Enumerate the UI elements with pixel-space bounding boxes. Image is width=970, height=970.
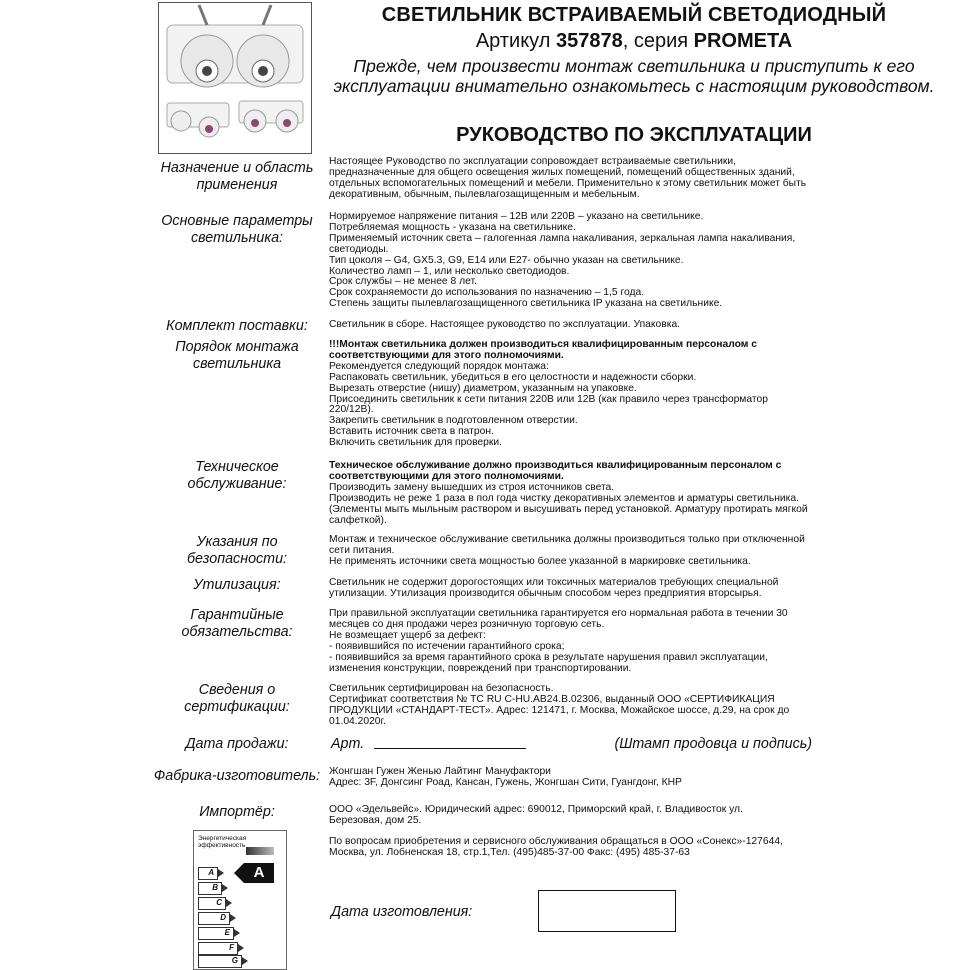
energy-class-bar: D [198, 912, 230, 925]
service-text [329, 461, 814, 526]
params-line: Тип цоколя – G4, GX5.3, G9, E14 или E27- обычно указан на светильнике. [329, 254, 684, 266]
params-label: Основные параметры светильника: [161, 213, 313, 246]
article-mid: , серия [622, 30, 694, 52]
disposal-label: Утилизация: [193, 577, 281, 593]
certification-line: Сертификат соответствия № ТС RU C-HU.АВ24.В.02306, выданный ООО «СЕРТИФИКАЦИЯ ПРОДУКЦИИ «СТАНДАРТ-ТЕСТ». Адрес: 121471, г. Москва, Можайское шоссе, д.29, на срок до 01.04.2020г. [329, 693, 790, 727]
safety-line: Не применять источники света мощностью более указанной в маркировке светильника. [329, 555, 751, 567]
mounting-line: Вырезать отверстие (нишу) диаметром, указанным на упаковке. [329, 382, 637, 394]
params-line: Срок сохраняемости до использования по назначению – 1,5 года. [329, 287, 645, 299]
service-line: Производить не реже 1 раза в пол года чистку декоративных элементов и арматуры светильника. (Элементы мыть мыльным раствором и высушивать перед установкой. Арматуру протирать мягкой салфеткой). [329, 492, 808, 526]
energy-class-bar: B [198, 882, 222, 895]
mounting-line: Вставить источник света в патрон. [329, 426, 494, 438]
article-prefix: Артикул [475, 30, 556, 52]
params-line: Потребляемая мощность - указана на светильнике. [329, 221, 576, 233]
kit-label: Комплект поставки: [166, 318, 308, 334]
mounting-text [329, 340, 814, 449]
kit-text: Светильник в сборе. Настоящее руководство по эксплуатации. Упаковка. [329, 319, 681, 330]
certification-text [329, 684, 814, 728]
factory-line: Жонгшан Гужен Женью Лайтинг Мануфактори [329, 766, 551, 777]
importer-text: ООО «Эдельвейс». Юридический адрес: 690012, Приморский край, г. Владивосток ул. Березовая, дом 25. [329, 804, 743, 826]
mounting-line: Распаковать светильник, убедиться в его целостности и надежности сборки. [329, 371, 697, 383]
energy-title: Энергетическая эффективность [198, 835, 247, 849]
document-title: СВЕТИЛЬНИК ВСТРАИВАЕМЫЙ СВЕТОДИОДНЫЙ [381, 4, 887, 26]
purpose-label: Назначение и область применения [160, 160, 314, 193]
manufacture-date-box [538, 890, 676, 932]
manufacture-date-label: Дата изготовления: [331, 904, 473, 920]
disposal-text: Светильник не содержит дорогостоящих или токсичных материалов требующих специальной утилизации. Утилизация производится обычным способом через предприятия вторсырья. [329, 577, 779, 599]
energy-class-bar: C [198, 897, 226, 910]
params-text [329, 212, 814, 310]
warranty-line: При правильной эксплуатации светильника гарантируется его нормальная работа в течении 30 месяцев со дня продажи через розничную торговую сеть. [329, 608, 788, 630]
mounting-line: Рекомендуется следующий порядок монтажа: [329, 360, 549, 372]
warranty-line: - появившийся по истечении гарантийного срока; [329, 640, 565, 652]
mounting-line: Закрепить светильник в подготовленном отверстии. [329, 415, 578, 427]
factory-line: Адрес: 3F, Донгсинг Роад, Кансан, Гужень, Жонгшан Сити, Гуангдонг, КНР [329, 776, 682, 788]
manual-heading: РУКОВОДСТВО ПО ЭКСПЛУАТАЦИИ [456, 124, 812, 146]
certification-label: Сведения о сертификации: [184, 682, 290, 715]
purpose-text: Настоящее Руководство по эксплуатации сопровождает встраиваемые светильники, предназначенные для общего освещения жилых помещений, помещений общественных зданий, отдельных вспомогательных помещений и мебели. Применительно к этому светильник может быть декоративным, обычным, пылевлагозащищенным и мебельным. [329, 156, 807, 200]
seller-stamp-label: (Штамп продовца и подпись) [614, 736, 812, 752]
mounting-line: Присоединить светильник к сети питания 220В или 12В (как правило через трансформатор 220/12В). [329, 393, 768, 416]
service-warning: Техническое обслуживание должно производиться квалифицированным персоналом с соответствующими для этого полномочиями. [329, 460, 782, 482]
service-label: Техническое обслуживание: [187, 459, 287, 492]
params-line: Степень защиты пылевлагозащищенного светильника IP указана на светильнике. [329, 298, 723, 310]
article-number: 357878 [555, 30, 623, 52]
luminaire-illustration [159, 3, 311, 153]
warranty-text [329, 609, 814, 674]
params-line: Применяемый источник света – галогенная лампа накаливания, зеркальная лампа накаливания, светодиоды. [329, 232, 796, 255]
energy-class-bar: F [198, 942, 238, 955]
energy-color-stripe [246, 847, 274, 855]
factory-text [329, 767, 814, 789]
mounting-warning: !!!Монтаж светильника должен производиться квалифицированным персоналом с соответствующими для этого полномочиями. [329, 339, 757, 361]
certification-line: Светильник сертифицирован на безопасность. [329, 683, 554, 694]
energy-label [193, 830, 287, 970]
article-blank-line [374, 748, 526, 749]
mounting-line: Включить светильник для проверки. [329, 437, 502, 449]
importer-label: Импортёр: [199, 804, 275, 820]
warranty-line: - появившийся за время гарантийного срока в результате нарушения правил эксплуатации, изменения конструкции, повреждений при транспортировании. [329, 651, 768, 674]
warranty-label: Гарантийные обязательства: [181, 607, 293, 640]
warranty-line: Не возмещает ущерб за дефект: [329, 629, 486, 641]
product-photo [158, 2, 312, 154]
params-line: Нормируемое напряжение питания – 12В или 220В – указано на светильнике. [329, 211, 704, 222]
article-line [318, 30, 950, 53]
safety-label: Указания по безопасности: [186, 534, 288, 567]
energy-class-bar: A [198, 867, 218, 880]
params-line: Количество ламп – 1, или несколько светодиодов. [329, 265, 570, 277]
intro-notice: Прежде, чем произвести монтаж светильника и приступить к его эксплуатации внимательно ознакомьтесь с настоящим руководством. [333, 56, 935, 96]
energy-class-bar: G [198, 955, 242, 968]
factory-label: Фабрика-изготовитель: [153, 768, 321, 784]
params-line: Срок службы – не менее 8 лет. [329, 276, 477, 288]
safety-line: Монтаж и техническое обслуживание светильника должны производиться только при отключенной сети питания. [329, 534, 805, 556]
safety-text [329, 535, 814, 568]
series-name: PROMETA [693, 30, 793, 52]
energy-rating-arrow: A [244, 863, 274, 883]
service-contact-text: По вопросам приобретения и сервисного обслуживания обращаться в ООО «Сонекс»-127644, Москва, ул. Лобненская 18, стр.1,Тел. (495)485-37-00 Факс: (495) 485-37-63 [329, 836, 783, 858]
energy-class-bar: E [198, 927, 234, 940]
mounting-label: Порядок монтажа светильника [175, 339, 299, 372]
article-field-label: Арт. [331, 736, 365, 752]
service-line: Производить замену вышедших из строя источников света. [329, 481, 615, 493]
sale-date-label: Дата продажи: [185, 736, 289, 752]
